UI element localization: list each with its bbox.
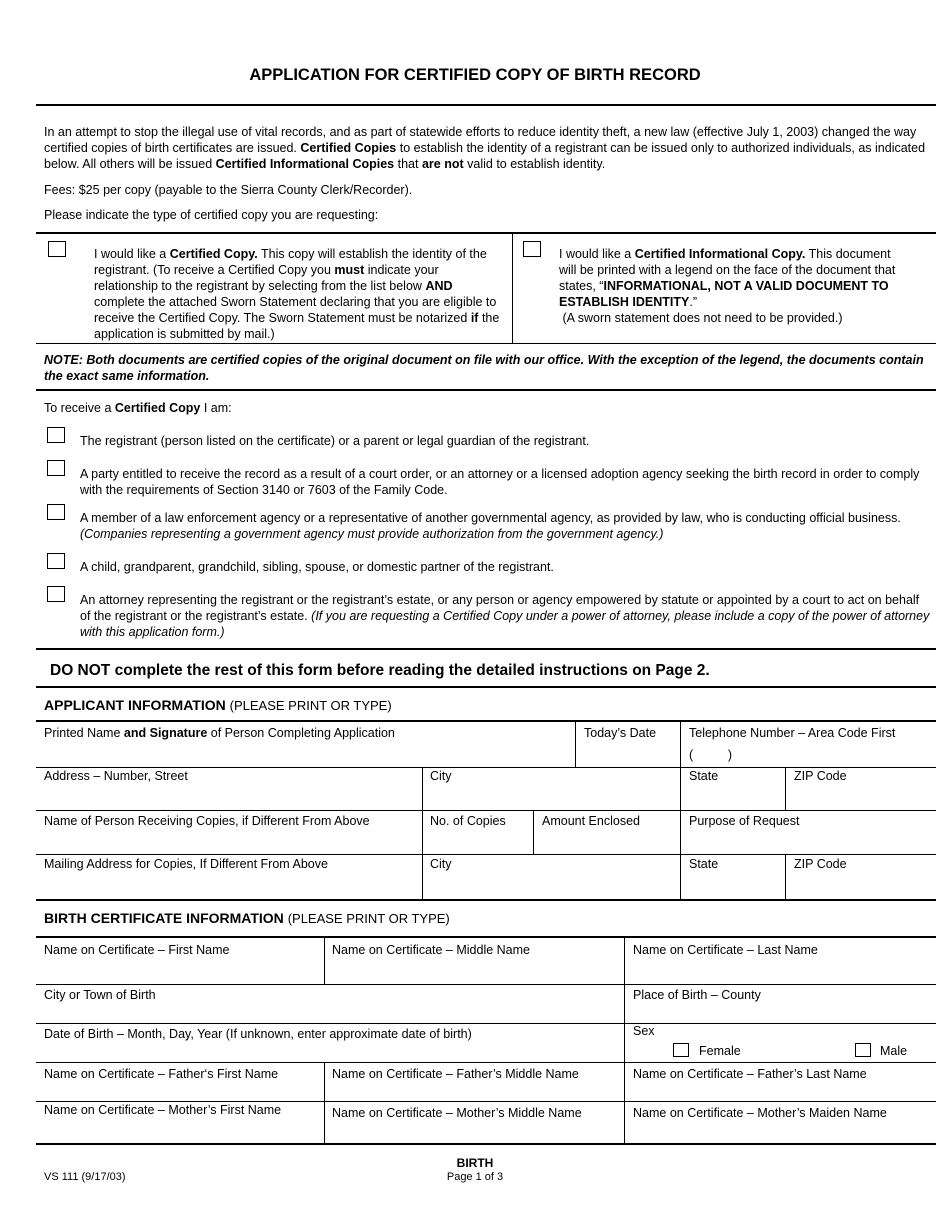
county-of-birth-field[interactable]: Place of Birth – County <box>633 988 761 1002</box>
informational-copy-description: I would like a Certified Informational Copy. This document will be printed with a legend on the face of the document that states, “INFORMATIONAL, NOT A VALID DOCUMENT TO ESTABLISH IDENTITY.” (A sworn statement does not need to be provided.) <box>559 247 896 325</box>
column-divider <box>533 810 534 854</box>
male-label: Male <box>880 1044 908 1058</box>
row-divider <box>36 1062 936 1063</box>
option-court-order-checkbox[interactable] <box>47 460 65 476</box>
column-divider <box>512 233 513 343</box>
row-divider <box>36 810 936 811</box>
intro-paragraph: In an attempt to stop the illegal use of vital records, and as part of statewide efforts to reduce identity theft, a new law (effective July 1, 2003) changed the way certified copies of birth certificates are issued. Certified Copies to establish the identity of a registrant can be issued only to authorized individuals, as indicated below. All others will be issued Certified Informational Copies that are not valid to establish identity. <box>44 125 926 171</box>
first-name-field[interactable]: Name on Certificate – First Name <box>44 943 230 957</box>
row-divider <box>36 1023 936 1024</box>
printed-name-field[interactable]: Printed Name and Signature of Person Completing Application <box>44 726 395 740</box>
note-text: NOTE: Both documents are certified copies of the original document on file with our office. With the exception of the legend, the documents contain the exact same information. <box>44 353 924 383</box>
fees-text: Fees: $25 per copy (payable to the Sierra County Clerk/Recorder). <box>44 183 413 197</box>
divider <box>36 936 936 938</box>
state-field[interactable]: State <box>689 769 719 783</box>
divider <box>36 720 936 722</box>
certified-copy-checkbox[interactable] <box>48 241 66 257</box>
option-registrant: The registrant (person listed on the certificate) or a parent or legal guardian of the registrant. <box>80 434 590 448</box>
option-attorney: An attorney representing the registrant or the registrant’s estate, or any person or agency empowered by statute or appointed by a court to act on behalf of the registrant or the registrant’s estate. (If you are requesting a Certified Copy under a power of attorney, please include a copy of the power of attorney with this application form.) <box>80 593 930 639</box>
form-id: VS 111 (9/17/03) <box>44 1171 126 1183</box>
column-divider <box>785 854 786 900</box>
father-middle-name-field[interactable]: Name on Certificate – Father’s Middle Name <box>332 1067 579 1081</box>
certified-copy-description: I would like a Certified Copy. This copy will establish the identity of the registrant. (To receive a Certified Copy you must indicate your relationship to the registrant by selecting from the list below AND complete the attached Sworn Statement declaring that you are eligible to receive the Certified Copy. The Sworn Statement must be notarized if the application is submitted by mail.) <box>94 247 500 341</box>
option-law-enforcement: A member of a law enforcement agency or a representative of another governmental agency, as provided by law, who is conducting official business. (Companies representing a government agency must provide authorization from the government agency.) <box>80 511 901 541</box>
city-of-birth-field[interactable]: City or Town of Birth <box>44 988 156 1002</box>
column-divider <box>575 721 576 767</box>
footer-label: BIRTH <box>456 1156 494 1170</box>
divider <box>36 686 936 688</box>
divider <box>36 343 936 344</box>
row-divider <box>36 1101 936 1102</box>
divider <box>36 899 936 901</box>
middle-name-field[interactable]: Name on Certificate – Middle Name <box>332 943 530 957</box>
mother-maiden-name-field[interactable]: Name on Certificate – Mother’s Maiden Name <box>633 1106 887 1120</box>
purpose-field[interactable]: Purpose of Request <box>689 814 800 828</box>
receiver-name-field[interactable]: Name of Person Receiving Copies, if Different From Above <box>44 814 370 828</box>
warning-text: DO NOT complete the rest of this form before reading the detailed instructions on Page 2. <box>50 662 710 679</box>
column-divider <box>324 1062 325 1144</box>
option-attorney-checkbox[interactable] <box>47 586 65 602</box>
column-divider <box>624 937 625 1144</box>
birth-heading: BIRTH CERTIFICATE INFORMATION (PLEASE PRINT OR TYPE) <box>44 910 450 926</box>
informational-copy-checkbox[interactable] <box>523 241 541 257</box>
mailing-state-field[interactable]: State <box>689 857 719 871</box>
column-divider <box>785 767 786 810</box>
mother-first-name-field[interactable]: Name on Certificate – Mother’s First Name <box>44 1103 282 1117</box>
area-code-parens: ( ) <box>689 748 733 762</box>
mailing-zip-field[interactable]: ZIP Code <box>794 857 847 871</box>
applicant-heading: APPLICANT INFORMATION (PLEASE PRINT OR TYPE) <box>44 697 392 713</box>
divider <box>36 1143 936 1145</box>
father-first-name-field[interactable]: Name on Certificate – Father‘s First Name <box>44 1067 279 1081</box>
column-divider <box>422 767 423 900</box>
column-divider <box>680 721 681 900</box>
female-label: Female <box>699 1044 741 1058</box>
option-court-order: A party entitled to receive the record as a result of a court order, or an attorney or a licensed adoption agency seeking the birth record in order to comply with the requirements of Section 3140 or 7603 of the Family Code. <box>80 467 920 497</box>
amount-enclosed-field[interactable]: Amount Enclosed <box>542 814 640 828</box>
female-checkbox[interactable] <box>673 1043 689 1057</box>
city-field[interactable]: City <box>430 769 452 783</box>
row-divider <box>36 984 936 985</box>
male-checkbox[interactable] <box>855 1043 871 1057</box>
column-divider <box>324 937 325 984</box>
mailing-city-field[interactable]: City <box>430 857 452 871</box>
todays-date-field[interactable]: Today’s Date <box>584 726 657 740</box>
number-of-copies-field[interactable]: No. of Copies <box>430 814 506 828</box>
indicate-text: Please indicate the type of certified copy you are requesting: <box>44 208 379 222</box>
divider <box>36 389 936 391</box>
row-divider <box>36 854 936 855</box>
option-registrant-checkbox[interactable] <box>47 427 65 443</box>
date-of-birth-field[interactable]: Date of Birth – Month, Day, Year (If unknown, enter approximate date of birth) <box>44 1027 472 1041</box>
sex-label: Sex <box>633 1024 655 1038</box>
row-divider <box>36 767 936 768</box>
page-number: Page 1 of 3 <box>446 1171 504 1183</box>
divider <box>36 104 936 106</box>
telephone-field[interactable]: Telephone Number – Area Code First <box>689 726 896 740</box>
mother-middle-name-field[interactable]: Name on Certificate – Mother’s Middle Name <box>332 1106 582 1120</box>
father-last-name-field[interactable]: Name on Certificate – Father’s Last Name <box>633 1067 867 1081</box>
option-law-enforcement-checkbox[interactable] <box>47 504 65 520</box>
zip-field[interactable]: ZIP Code <box>794 769 847 783</box>
receive-heading: To receive a Certified Copy I am: <box>44 401 232 415</box>
divider <box>36 648 936 650</box>
last-name-field[interactable]: Name on Certificate – Last Name <box>633 943 818 957</box>
option-family-checkbox[interactable] <box>47 553 65 569</box>
divider <box>36 232 936 234</box>
address-field[interactable]: Address – Number, Street <box>44 769 188 783</box>
option-family: A child, grandparent, grandchild, sibling, spouse, or domestic partner of the registrant. <box>80 560 554 574</box>
mailing-address-field[interactable]: Mailing Address for Copies, If Different From Above <box>44 857 328 871</box>
page-title: APPLICATION FOR CERTIFIED COPY OF BIRTH RECORD <box>249 66 701 84</box>
